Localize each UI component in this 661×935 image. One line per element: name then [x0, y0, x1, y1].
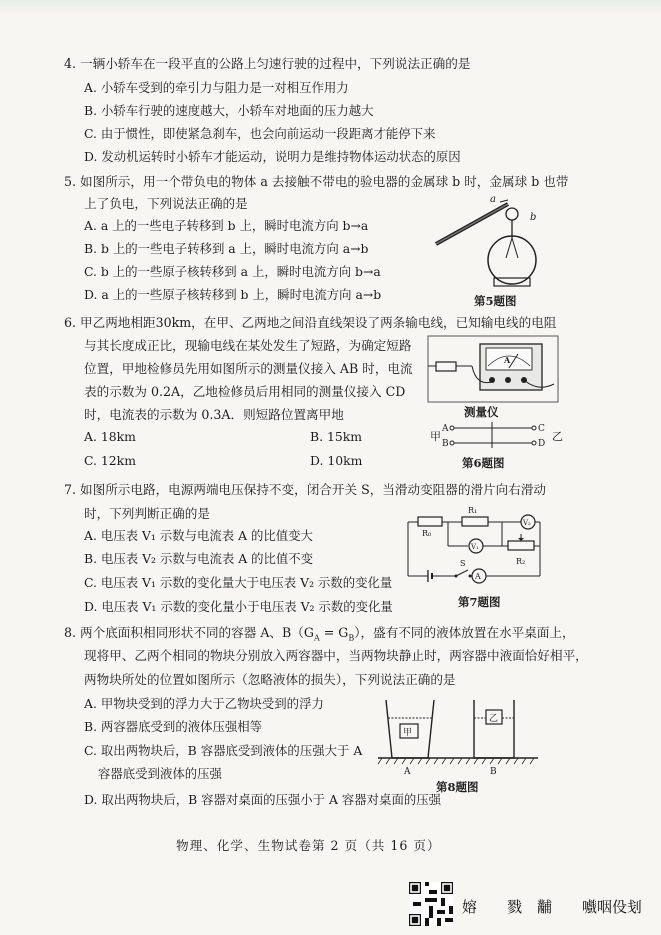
label-C: C [538, 424, 545, 434]
option-c: C. 12km [84, 453, 136, 468]
question-stem-line2: 与其长度成正比，现输电线在某处发生了短路，为确定短路 [84, 338, 412, 353]
label-yi: 乙 [552, 430, 563, 443]
figure-caption: 第7题图 [458, 595, 501, 609]
option-b: B. b 上的一些电子转移到 a 上，瞬时电流方向 a→b [84, 241, 369, 256]
transmission-line-figure [428, 420, 578, 452]
label-D: D [538, 439, 546, 449]
label-b: b [530, 212, 537, 223]
question-stem-line3: 位置，甲地检修员先用如图所示的测量仪接入 AB 时，电流 [84, 361, 413, 376]
option-c-continued: 容器底受到液体的压强 [98, 766, 222, 781]
option-a: A. a 上的一些电子转移到 b 上，瞬时电流方向 b→a [84, 218, 369, 233]
option-d: D. a 上的一些原子核转移到 b 上，瞬时电流方向 a→b [84, 287, 382, 302]
label-a: a [490, 194, 496, 205]
question-stem-line4: 表的示数为 0.2A，乙地检修员后用相同的测量仪接入 CD [84, 384, 406, 399]
option-d: D. 发动机运转时小轿车才能运动，说明力是维持物体运动状态的原因 [84, 149, 461, 164]
figure-caption: 第6题图 [462, 456, 505, 470]
option-c: C. 电压表 V₁ 示数的变化量大于电压表 V₂ 示数的变化量 [84, 575, 393, 590]
qr-code-icon [409, 882, 453, 926]
label-jia: 甲 [430, 430, 441, 443]
option-b: B. 两容器底受到的液体压强相等 [84, 719, 263, 734]
option-d: D. 取出两物块后，B 容器对桌面的压强小于 A 容器对桌面的压强 [84, 792, 442, 807]
circuit-figure [404, 504, 554, 592]
label-A: A [475, 572, 481, 581]
question-stem-line2: 现将甲、乙两个相同的物块分别放入两容器中，当两物块静止时，两容器中液面恰好相平， [84, 648, 588, 663]
option-b: B. 电压表 V₂ 示数与电流表 A 的比值不变 [84, 551, 314, 566]
label-R0: R₀ [422, 529, 432, 538]
question-stem-line1: 8. 两个底面积相同形状不同的容器 A、$B(G_A = G_B)$，盛有不同的液体放置在水平桌面上， [64, 625, 575, 643]
option-a: A. 甲物块受到的浮力大于乙物块受到的浮力 [84, 696, 324, 711]
label-yi: 乙 [489, 714, 499, 724]
figure-caption: 第5题图 [474, 294, 517, 308]
label-jia: 甲 [403, 728, 413, 738]
option-a: A. 18km [84, 429, 136, 444]
option-a: A. 电压表 V₁ 示数与电流表 A 的比值变大 [84, 528, 313, 543]
option-a: A. 小轿车受到的牵引力与阻力是一对相互作用力 [84, 80, 349, 95]
meter-caption: 测量仪 [464, 405, 499, 419]
label-A: A [404, 767, 411, 777]
page-footer: 物理、化学、生物试卷第 2 页（共 16 页） [176, 838, 441, 853]
label-S: S [460, 559, 466, 568]
electroscope-figure [430, 192, 560, 292]
label-V1: V₁ [471, 543, 479, 551]
question-stem-line3: 两物块所处的位置如图所示（忽略液体的损失），下列说法正确的是 [84, 672, 456, 687]
question-stem-line1: 6. 甲乙两地相距30km，在甲、乙两地之间沿直线架设了两条输电线，已知输电线的电阻 [64, 315, 557, 330]
question-stem: 4. 一辆小轿车在一段平直的公路上匀速行驶的过程中，下列说法正确的是 [64, 56, 471, 71]
question-stem-line2: 时，下列判断正确的是 [84, 506, 210, 521]
label-V2: V₂ [523, 519, 531, 527]
label-R1: R₁ [468, 506, 478, 515]
scan-top-edge [0, 0, 661, 14]
option-d: D. 10km [310, 453, 363, 468]
question-stem-line1: 5. 如图所示，用一个带负电的物体 a 去接触不带电的验电器的金属球 b 时，金属球 b 也带 [64, 174, 569, 189]
option-b: B. 小轿车行驶的速度越大，小轿车对地面的压力越大 [84, 103, 374, 118]
question-stem-line1: 7. 如图所示电路，电源两端电压保持不变，闭合开关 S，当滑动变阻器的滑片向右滑动 [64, 482, 547, 497]
label-B: B [490, 767, 497, 777]
question-stem-line2: 上了负电，下列说法正确的是 [84, 196, 248, 211]
option-c: C. 由于惯性，即使紧急刹车，也会向前运动一段距离才能停下来 [84, 126, 436, 141]
label-B: B [442, 439, 449, 449]
label-R2: R₂ [516, 557, 526, 566]
watermark-text: 嫆 戮 黼 嚱咽伇刬 [462, 898, 643, 916]
containers-figure [378, 698, 538, 778]
meter-figure [428, 336, 558, 402]
label-A: A [442, 424, 449, 434]
svg-text:A: A [504, 355, 511, 365]
option-d: D. 电压表 V₁ 示数的变化量小于电压表 V₂ 示数的变化量 [84, 599, 393, 614]
option-c: C. b 上的一些原子核转移到 a 上，瞬时电流方向 b→a [84, 264, 381, 279]
question-stem-line5: 时，电流表的示数为 0.3A．则短路位置离甲地 [84, 407, 344, 422]
option-b: B. 15km [310, 429, 363, 444]
option-c: C. 取出两物块后，B 容器底受到液体的压强大于 A [84, 743, 363, 758]
figure-caption: 第8题图 [436, 780, 479, 794]
